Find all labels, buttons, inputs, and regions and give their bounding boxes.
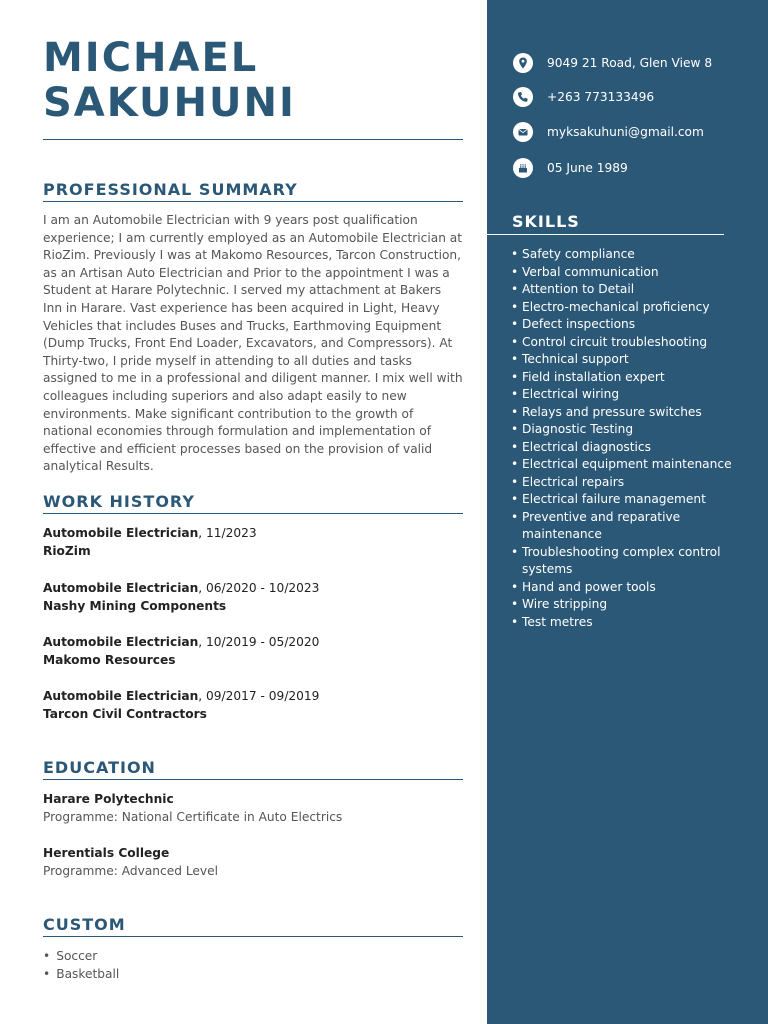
birthdate-text: 05 June 1989 — [547, 161, 628, 175]
job-role: Automobile Electrician — [43, 689, 199, 703]
candidate-name — [43, 36, 296, 126]
custom-list — [43, 948, 119, 983]
education-divider — [43, 779, 463, 780]
contact-birthday — [513, 157, 628, 179]
job-org: Nashy Mining Components — [43, 598, 227, 613]
first-name: MICHAEL — [43, 35, 259, 81]
skill-item: • Wire stripping — [511, 596, 751, 614]
address-text: 9049 21 Road, Glen View 8 — [547, 56, 713, 70]
skill-item: • Hand and power tools — [511, 579, 751, 597]
skills-title: SKILLS — [512, 212, 580, 231]
last-name: SAKUHUNI — [43, 80, 296, 126]
school-name: Harare Polytechnic — [43, 792, 174, 806]
skill-item: • Electro-mechanical proficiency — [511, 299, 751, 317]
work-title: WORK HISTORY — [43, 492, 195, 511]
skill-item: • Troubleshooting complex control systems — [511, 544, 751, 579]
contact-address — [513, 52, 712, 74]
school-name: Herentials College — [43, 846, 170, 860]
skill-item: • Electrical wiring — [511, 386, 751, 404]
contact-email — [513, 121, 704, 143]
education-entry — [43, 791, 342, 826]
job-org: RioZim — [43, 543, 91, 558]
job-role: Automobile Electrician — [43, 635, 199, 649]
job-role: Automobile Electrician — [43, 526, 199, 540]
job-entry — [43, 525, 257, 560]
skill-item: • Electrical diagnostics — [511, 439, 751, 457]
skill-item: • Attention to Detail — [511, 281, 751, 299]
summary-title: PROFESSIONAL SUMMARY — [43, 180, 298, 199]
phone-text: +263 773133496 — [547, 90, 655, 104]
skill-item: • Verbal communication — [511, 264, 751, 282]
list-item: • Basketball — [43, 966, 119, 984]
job-entry — [43, 688, 319, 723]
skill-item: • Test metres — [511, 614, 751, 632]
skill-item: • Field installation expert — [511, 369, 751, 387]
skill-item: • Control circuit troubleshooting — [511, 334, 751, 352]
job-dates: , 10/2019 - 05/2020 — [198, 635, 320, 649]
skill-item: • Technical support — [511, 351, 751, 369]
name-divider — [43, 139, 463, 140]
programme: Programme: Advanced Level — [43, 863, 219, 878]
skill-item: • Relays and pressure switches — [511, 404, 751, 422]
birthday-cake-icon — [513, 158, 533, 178]
job-org: Tarcon Civil Contractors — [43, 706, 207, 721]
skills-list — [511, 246, 751, 631]
sidebar — [487, 0, 768, 1024]
custom-title: CUSTOM — [43, 915, 126, 934]
job-dates: , 06/2020 - 10/2023 — [198, 581, 320, 595]
summary-text: I am an Automobile Electrician with 9 years post qualification experience; I am currently employed as an Automobile Electrician at RioZim. Previously I was at Makomo Resources, Tarcon Construction, as an Artisan Auto Electrician and Prior to the appointment I was a Student at Harare Polytechnic. I served my attachment at Bakers Inn in Harare. Vast experience has been acquired in Light, Heavy Vehicles that includes Buses and Trucks, Earthmoving Equipment (Dump Trucks, Front End Loader, Excavators, and Compressors). At Thirty-two, I pride myself in attending to all duties and tasks assigned to me in a professional and diligent manner. I mix well with colleagues including superiors and also adapt easily to new environments. Make significant contribution to the growth of national economies through formulation and implementation of effective and efficient processes based on the provision of valid analytical Results. — [43, 213, 463, 474]
skill-item: • Defect inspections — [511, 316, 751, 334]
skill-item: • Electrical equipment maintenance — [511, 456, 751, 474]
job-entry — [43, 634, 319, 669]
skill-item: • Preventive and reparative maintenance — [511, 509, 751, 544]
phone-icon — [513, 87, 533, 107]
programme: Programme: National Certificate in Auto Electrics — [43, 809, 343, 824]
email-icon — [513, 122, 533, 142]
list-item: • Soccer — [43, 948, 119, 966]
custom-divider — [43, 936, 463, 937]
skills-divider — [487, 234, 724, 235]
job-org: Makomo Resources — [43, 652, 176, 667]
contact-phone — [513, 86, 654, 108]
skill-item: • Safety compliance — [511, 246, 751, 264]
education-entry — [43, 845, 218, 880]
skill-item: • Electrical failure management — [511, 491, 751, 509]
work-divider — [43, 513, 463, 514]
email-text: myksakuhuni@gmail.com — [547, 125, 704, 139]
skill-item: • Diagnostic Testing — [511, 421, 751, 439]
job-entry — [43, 580, 319, 615]
location-pin-icon — [513, 53, 533, 73]
education-title: EDUCATION — [43, 758, 156, 777]
skill-item: • Electrical repairs — [511, 474, 751, 492]
job-dates: , 09/2017 - 09/2019 — [198, 689, 320, 703]
job-role: Automobile Electrician — [43, 581, 199, 595]
job-dates: , 11/2023 — [198, 526, 257, 540]
summary-divider — [43, 201, 463, 202]
